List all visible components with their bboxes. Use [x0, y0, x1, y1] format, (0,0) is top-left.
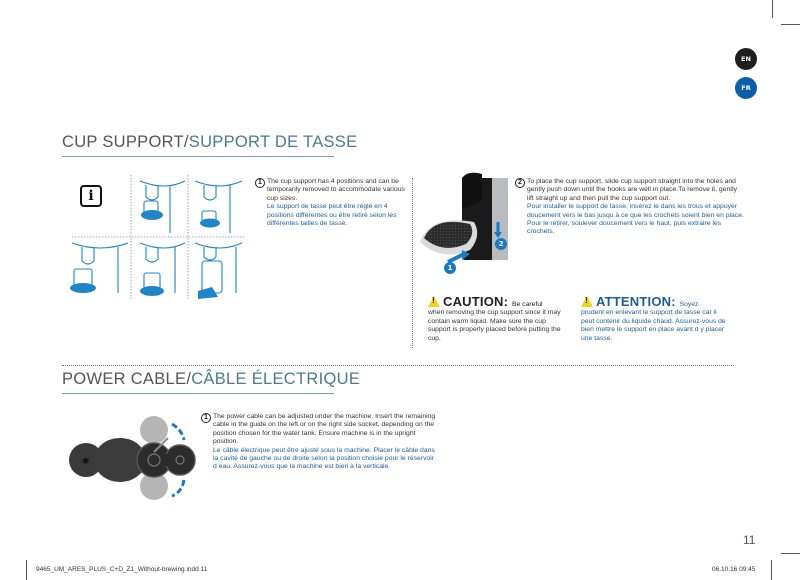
footer-file-name: 9465_UM_ARES_PLUS_C+D_Z1_Without-brewing.indd 11 [36, 566, 208, 573]
language-tab-en[interactable]: EN [735, 48, 757, 70]
step-text-en: The power cable can be adjusted under the machine. Insert the remaining cable in the guide on the left or on the right side socket, depending on the position chosen for the water tank. Ensure machine is in the upright position. [213, 413, 436, 446]
warning-icon [581, 296, 593, 307]
step-text-en: To place the cup support, slide cup support straight into the holes and gently push down until the hooks are well in place.To remove it, gently lift straight up and then pull the cup support out. [527, 178, 738, 202]
caution-notice-en [428, 296, 568, 343]
step-number-badge: 1 [255, 178, 265, 188]
crop-mark [781, 24, 800, 25]
footer-date-time: 06.10.16 09:45 [712, 566, 756, 573]
crop-mark [771, 560, 772, 580]
page-number: 11 [743, 533, 756, 547]
caution-lead: Be careful [511, 301, 543, 308]
title-en: CUP SUPPORT/ [62, 133, 189, 151]
attention-heading: ATTENTION: [596, 294, 676, 309]
crop-mark [772, 0, 773, 18]
caution-heading: CAUTION: [443, 294, 509, 309]
caution-notice-fr [581, 296, 726, 343]
caution-body: when removing the cup support since it may contain warm liquid. Make sure the cup support is properly placed before putting the cup. [428, 309, 561, 342]
step-text-en: The cup support has 4 positions and can be temporarily removed to accommodate various cup sizes. [267, 178, 405, 202]
title-underline [62, 393, 334, 394]
attention-body: prudent en enlevant le support de tasse car il peut contenir du liquide chaud. Assurez-vous de bien mettre le support en place avant d y placer une tasse. [581, 309, 726, 342]
illustration-badge-2: 2 [495, 238, 507, 250]
cup-support-step-2 [515, 178, 745, 237]
title-underline [62, 156, 334, 157]
step-text-fr: Pour installer le support de tasse, insérez le dans les trous et appuyer doucement vers le bas jusqu à ce que les crochets soient bien en place. Pour le retirer, soulever doucement vers le haut, puis extraire les crochets. [527, 203, 744, 236]
step-number-badge: 2 [515, 178, 525, 188]
language-tab-fr[interactable]: FR [735, 77, 757, 99]
crop-mark [26, 560, 27, 580]
title-en: POWER CABLE/ [62, 370, 192, 388]
cup-positions-illustration [60, 173, 250, 301]
section-title-cup-support [62, 133, 357, 152]
step-text-fr: Le support de tasse peut être réglé en 4 positions différentes ou être retiré selon les différentes tailles de tasse. [267, 203, 397, 228]
illustration-badge-1: 1 [444, 262, 456, 274]
attention-lead: Soyez [679, 301, 699, 308]
step-text-fr: Le câble électrique peut être ajusté sous la machine. Placer le câble dans la cavité de gauche ou de droite selon la position choisie pour le réservoir d eau. Assurez-vous que la machine est bien à la verticale. [213, 446, 435, 471]
title-fr: SUPPORT DE TASSE [188, 133, 358, 151]
warning-icon [428, 296, 440, 307]
crop-mark [781, 553, 800, 554]
cup-support-step-1 [255, 178, 405, 228]
section-divider [62, 365, 734, 366]
power-cable-step-1 [201, 413, 436, 472]
info-icon: i [80, 185, 102, 207]
svg-text:✱: ✱ [82, 457, 90, 467]
step-number-badge: 1 [201, 413, 211, 423]
cup-support-install-illustration [412, 170, 512, 280]
section-title-power-cable [62, 370, 360, 389]
power-cable-illustration [68, 408, 198, 508]
title-fr: CÂBLE ÉLECTRIQUE [191, 370, 361, 388]
